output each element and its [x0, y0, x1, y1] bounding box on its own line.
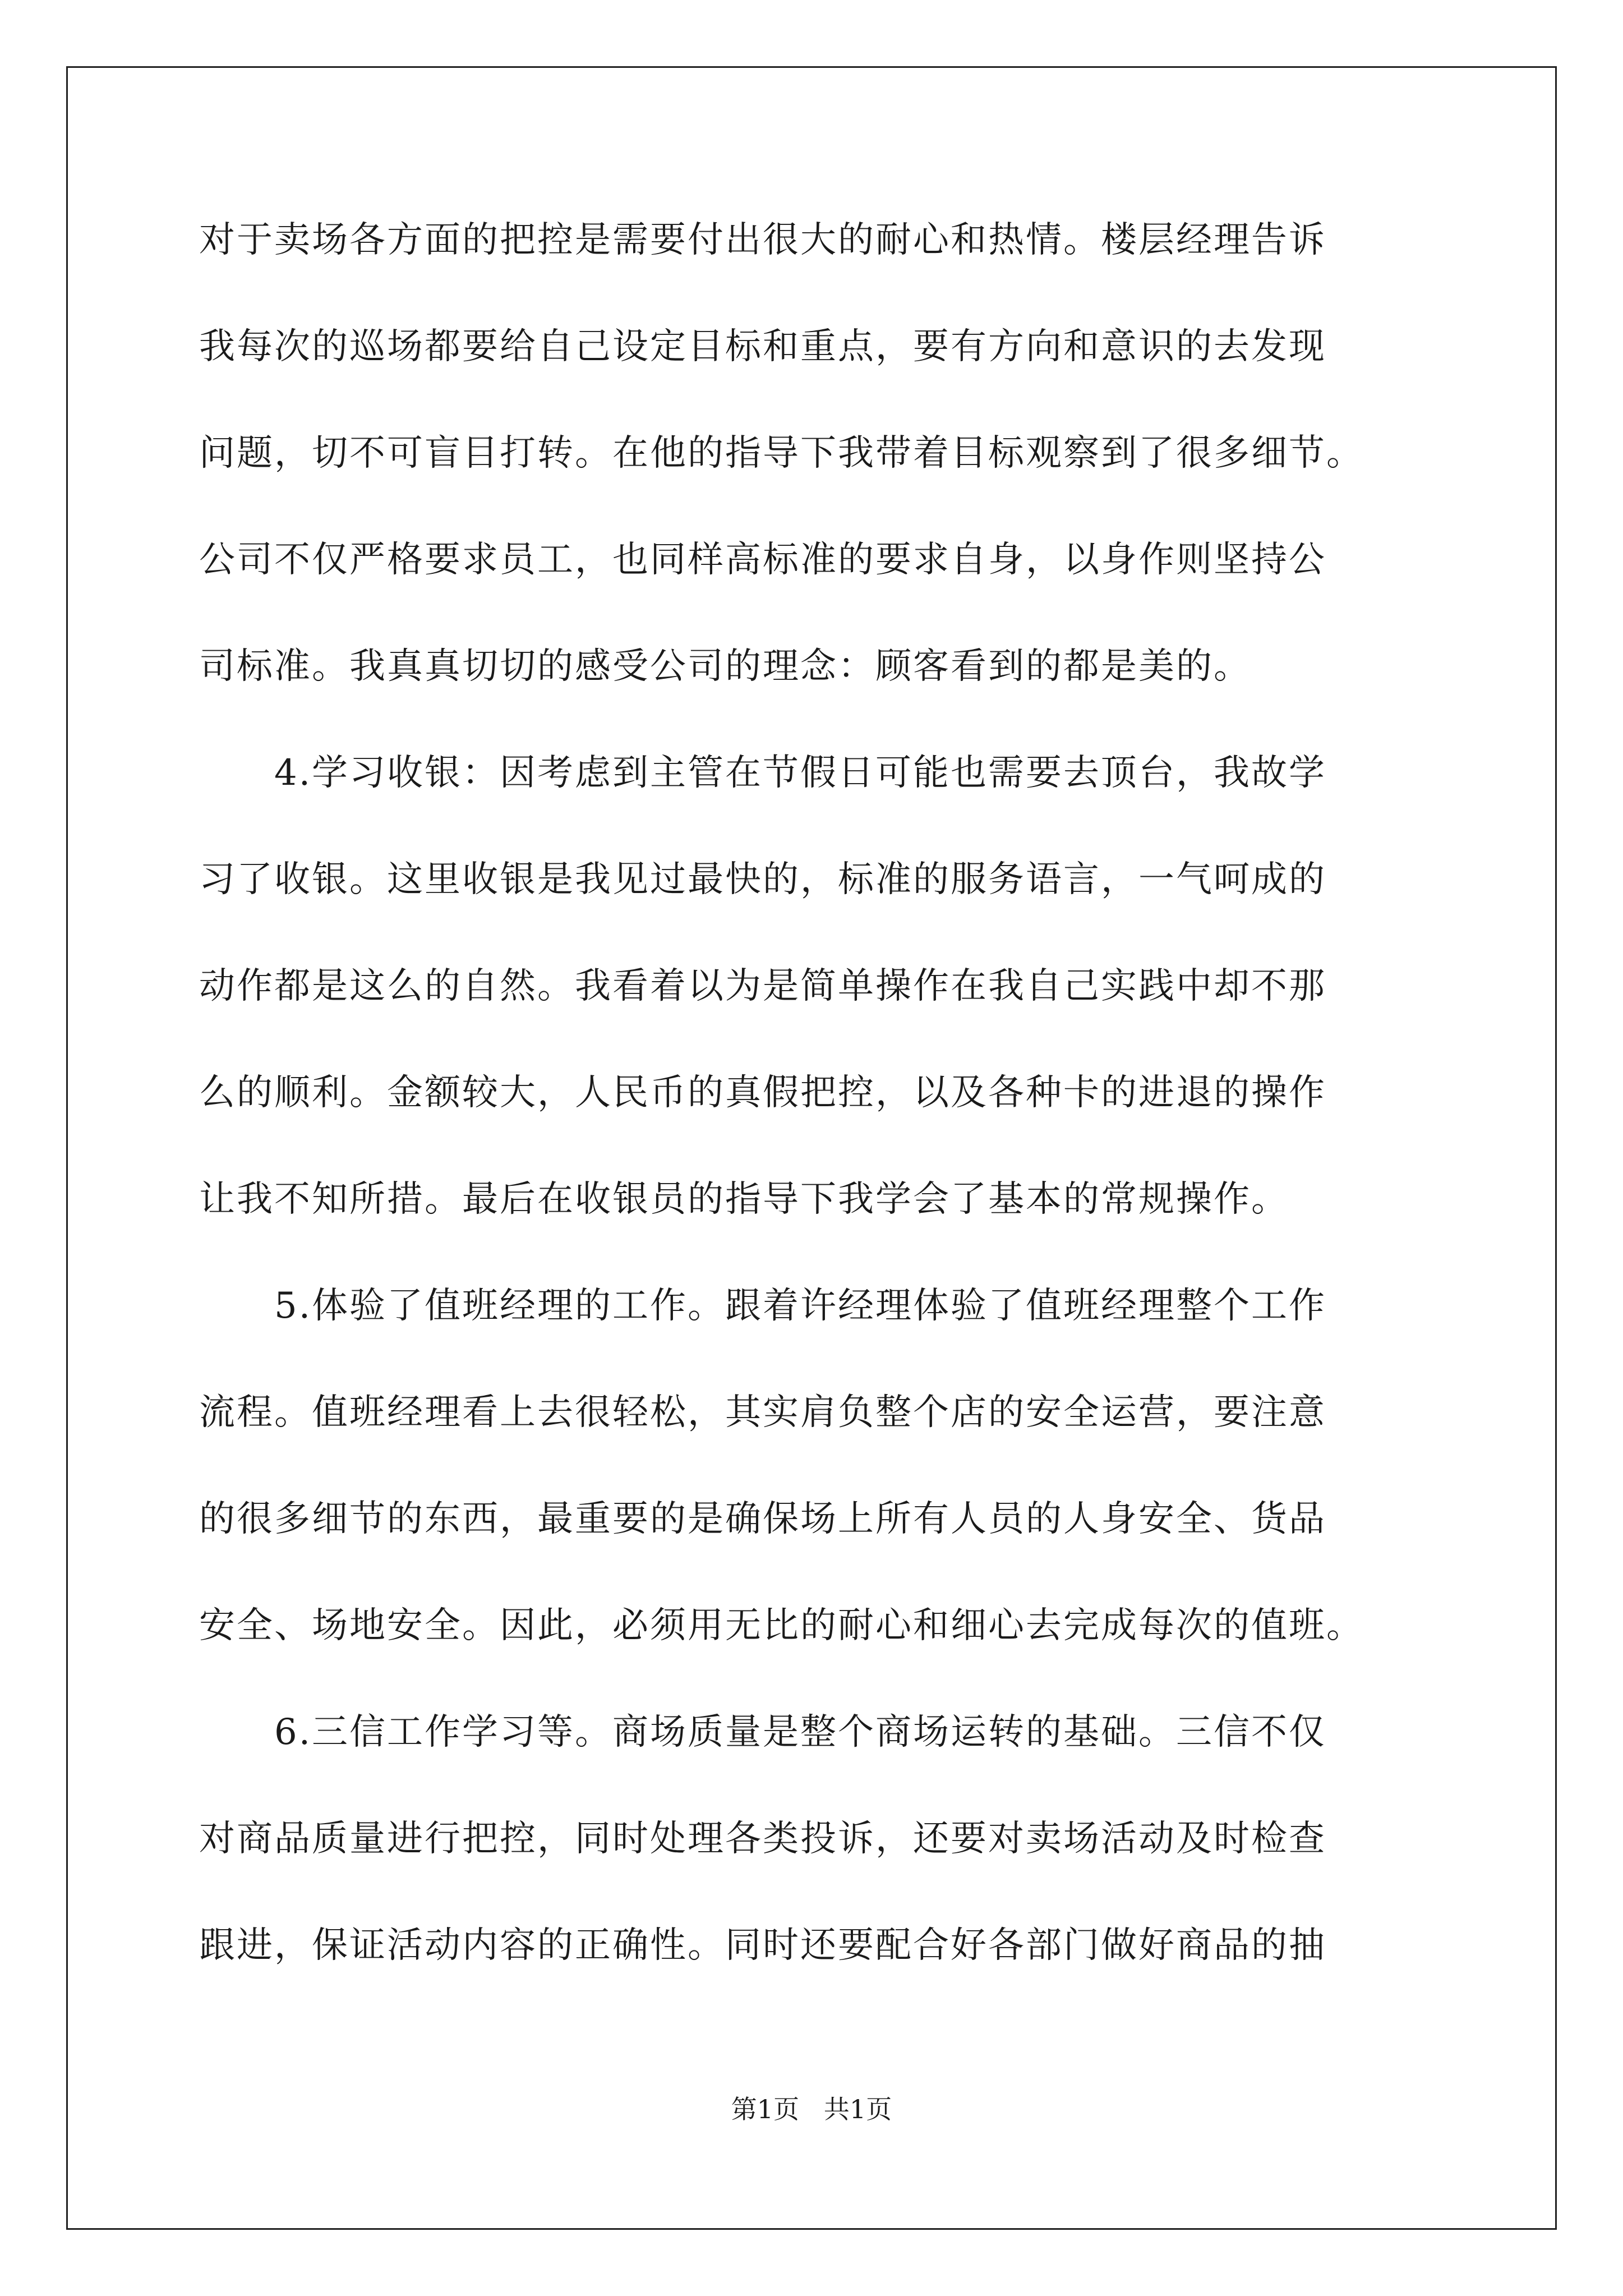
text-line: 对于卖场各方面的把控是需要付出很大的耐心和热情。楼层经理告诉: [199, 219, 1326, 261]
text-line: 习了收银。这里收银是我见过最快的，标准的服务语言，一气呵成的: [199, 859, 1326, 900]
text-line: 公司不仅严格要求员工，也同样高标准的要求自身，以身作则坚持公: [199, 539, 1326, 581]
text-line: 流程。值班经理看上去很轻松，其实肩负整个店的安全运营，要注意: [199, 1392, 1326, 1433]
page-number-footer: 第1页 共1页: [731, 2094, 892, 2124]
text-line: 6.三信工作学习等。商场质量是整个商场运转的基础。三信不仅: [199, 1711, 1327, 1753]
text-line: 5.体验了值班经理的工作。跟着许经理体验了值班经理整个工作: [199, 1285, 1327, 1327]
text-line: 4.学习收银：因考虑到主管在节假日可能也需要去顶台，我故学: [199, 752, 1327, 794]
document-body: [199, 212, 1427, 2024]
text-line: 我每次的巡场都要给自己设定目标和重点，要有方向和意识的去发现: [199, 326, 1326, 367]
text-line: 动作都是这么的自然。我看着以为是简单操作在我自己实践中却不那: [199, 965, 1326, 1007]
text-line: 安全、场地安全。因此，必须用无比的耐心和细心去完成每次的值班。: [199, 1605, 1364, 1646]
text-line: 对商品质量进行把控，同时处理各类投诉，还要对卖场活动及时检查: [199, 1818, 1326, 1860]
text-line: 的很多细节的东西，最重要的是确保场上所有人员的人身安全、货品: [199, 1498, 1326, 1540]
text-line: 么的顺利。金额较大，人民币的真假把控，以及各种卡的进退的操作: [199, 1072, 1326, 1114]
text-line: 让我不知所措。最后在收银员的指导下我学会了基本的常规操作。: [199, 1179, 1289, 1220]
text-line: 跟进，保证活动内容的正确性。同时还要配合好各部门做好商品的抽: [199, 1925, 1326, 1966]
text-line: 问题，切不可盲目打转。在他的指导下我带着目标观察到了很多细节。: [199, 432, 1364, 474]
text-line: 司标准。我真真切切的感受公司的理念：顾客看到的都是美的。: [199, 646, 1251, 687]
